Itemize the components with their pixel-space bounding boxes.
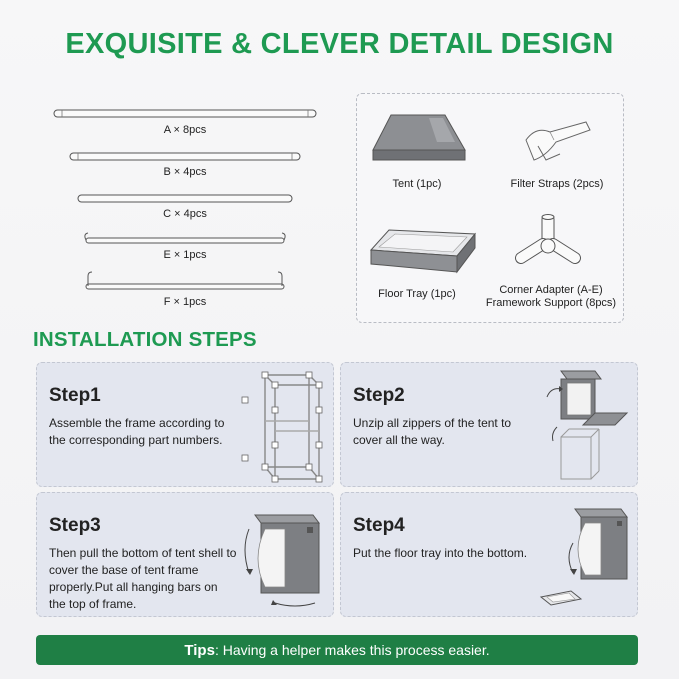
corner-adapter-label-line2: Framework Support (8pcs) (485, 296, 617, 309)
accessories-box (356, 93, 624, 323)
page-title: EXQUISITE & CLEVER DETAIL DESIGN (65, 28, 614, 60)
rod-b-icon (70, 153, 300, 160)
step-2-title: Step2 (353, 385, 405, 406)
tips-label: Tips (184, 642, 215, 659)
step-3-text: Then pull the bottom of tent shell to cover the base of tent frame properly.Put all hanging bars on the top of frame. (49, 546, 237, 612)
corner-adapter-label (477, 284, 625, 309)
step-card-2 (340, 362, 638, 487)
rod-e-label: E × 1pcs (163, 249, 207, 261)
filter-straps-label: Filter Straps (2pcs) (510, 178, 604, 190)
tent-unzip-icon (537, 367, 637, 485)
rod-f-label: F × 1pcs (163, 296, 207, 308)
installation-title: INSTALLATION STEPS (33, 328, 257, 351)
rod-c-icon (78, 195, 292, 202)
tips-bar (36, 635, 638, 665)
corner-adapter-icon (513, 212, 583, 280)
filter-straps-icon (522, 120, 594, 170)
step-1-text: Assemble the frame according to the corresponding part numbers. (49, 416, 225, 448)
tent-panel-icon (369, 112, 469, 170)
floor-tray-icon (367, 226, 479, 278)
step-card-3 (36, 492, 334, 617)
rod-a-label: A × 8pcs (163, 124, 207, 136)
corner-adapter-label-line1: Corner Adapter (A-E) (499, 284, 603, 296)
tips-text: : Having a helper makes this process easier. (214, 642, 490, 658)
floor-tray-label: Floor Tray (1pc) (378, 288, 456, 300)
rod-c-label: C × 4pcs (163, 208, 207, 220)
step-3-title: Step3 (49, 515, 101, 536)
step-1-title: Step1 (49, 385, 101, 406)
rods-list (40, 100, 330, 320)
step-2-text: Unzip all zippers of the tent to cover all the way. (353, 416, 512, 448)
tent-label: Tent (1pc) (392, 178, 442, 190)
step-4-title: Step4 (353, 515, 405, 536)
tent-cover-icon (235, 507, 331, 611)
step-card-4 (340, 492, 638, 617)
rod-a-icon (54, 110, 316, 117)
step-4-text: Put the floor tray into the bottom. (353, 546, 528, 560)
rod-e-icon (85, 233, 285, 243)
rod-b-label: B × 4pcs (163, 166, 207, 178)
frame-assembly-icon (235, 367, 331, 485)
tray-insert-icon (537, 503, 637, 613)
step-card-1 (36, 362, 334, 487)
rod-f-icon (86, 272, 284, 289)
